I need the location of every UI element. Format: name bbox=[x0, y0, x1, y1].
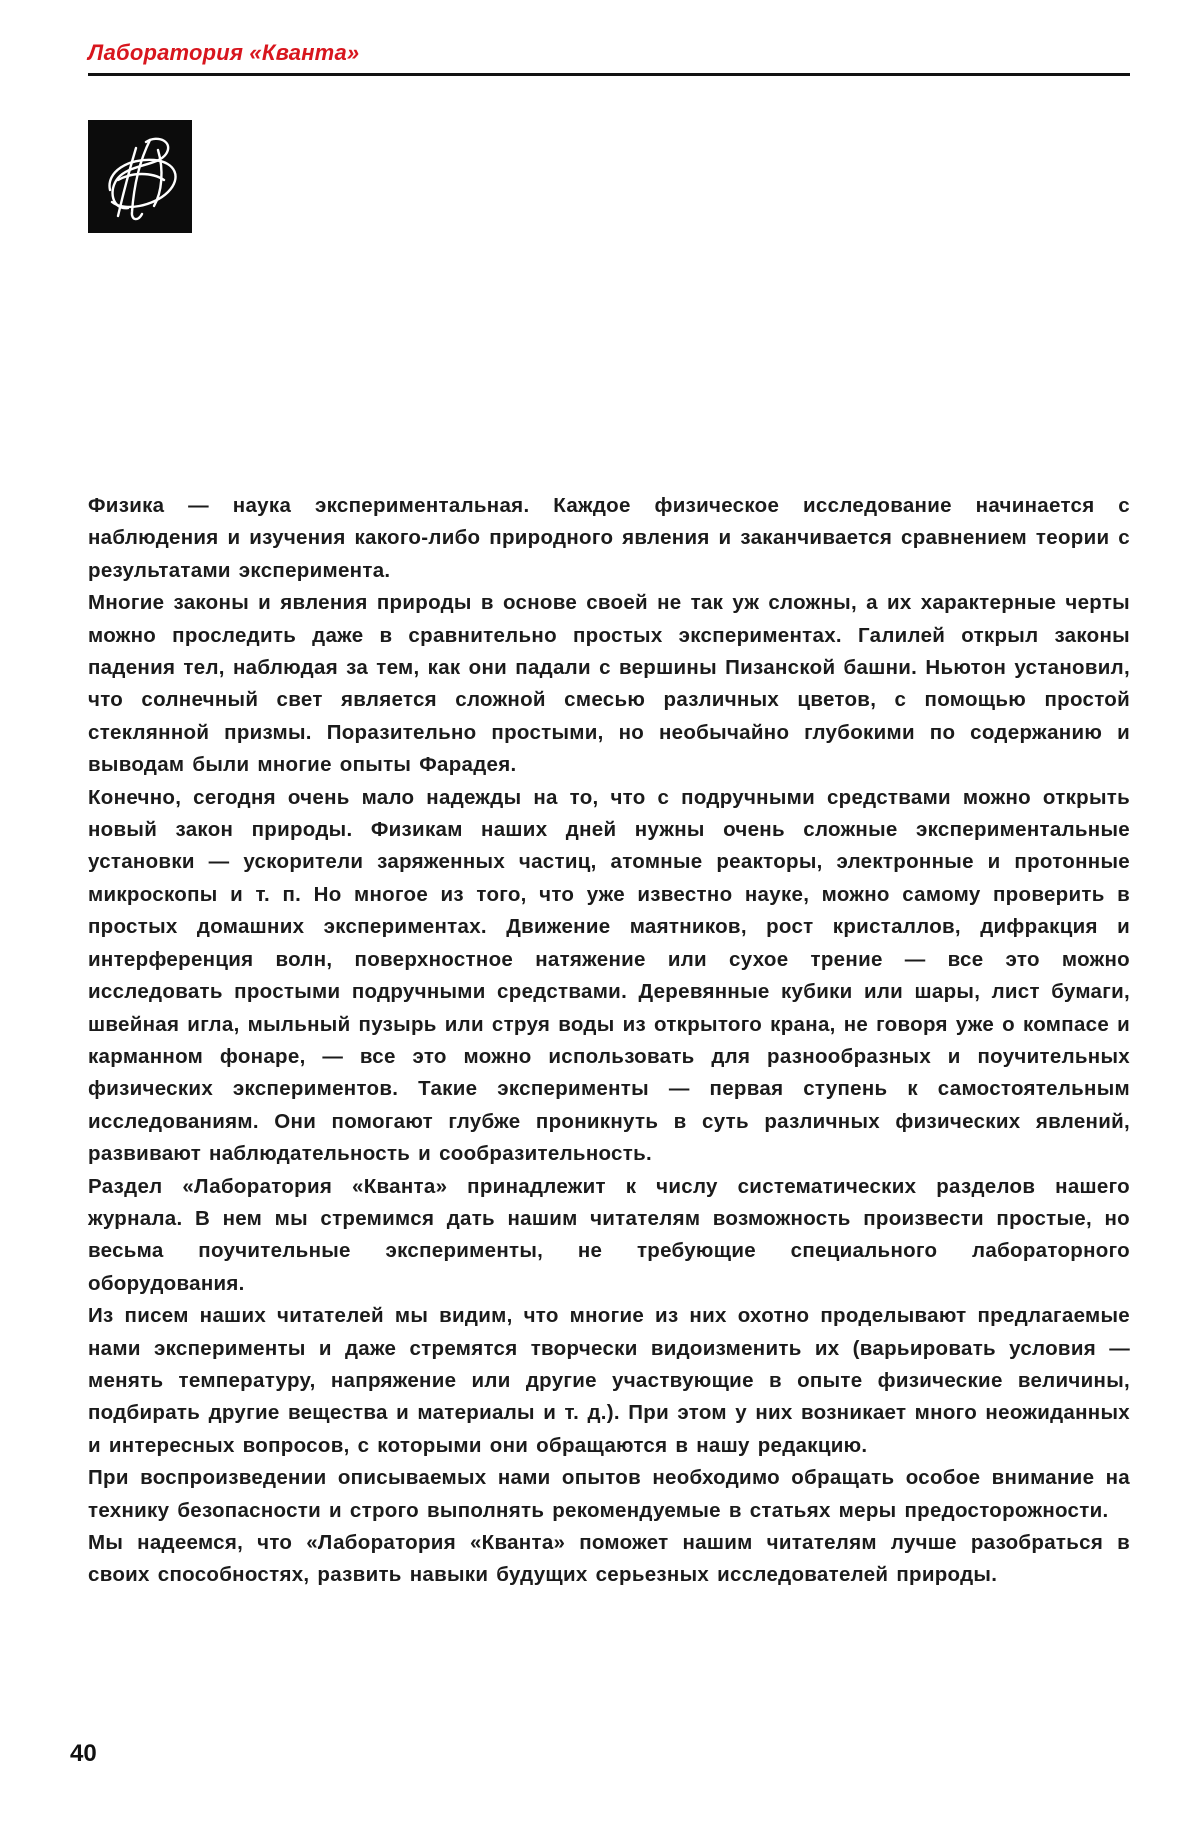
header-rule bbox=[88, 73, 1130, 76]
paragraph-intro: Физика — наука экспериментальная. Каждое физическое исследование начинается с наблюдения и изучения какого-либо природного явления и заканчивается сравнением теории с результатами эксперимента. bbox=[88, 494, 1130, 582]
article-body bbox=[88, 490, 1130, 1592]
paragraph-section-purpose: Раздел «Лаборатория «Кванта» принадлежит к числу систематических разделов нашего журнала. В нем мы стремимся дать нашим читателям возможность произвести простые, но весьма поучительные эксперименты, не требующие специального лабораторного оборудования. bbox=[88, 1174, 1130, 1295]
paragraph-home-experiments: Конечно, сегодня очень мало надежды на то, что с подручными средствами можно открыть новый закон природы. Физикам наших дней нужны очень сложные экспериментальные установки — ускорители заряженных частиц, атомные реакторы, электронные и протонные микроскопы и т. п. Но многое из того, что уже известно науке, можно самому проверить в простых домашних экспериментах. Движение маятников, рост кристаллов, дифракция и интерференция волн, поверхностное натяжение или сухое трение — все это можно исследовать простыми подручными средствами. Деревянные кубики или шары, лист бумаги, швейная игла, мыльный пузырь или струя воды из открытого крана, не говоря уже о компасе и карманном фонаре, — все это можно использовать для разнообразных и поучительных физических экспериментов. Такие эксперименты — первая ступень к самостоятельным исследованиям. Они помогают глубже проникнуть в суть различных физических явлений, развивают наблюдательность и сообразительность. bbox=[88, 785, 1130, 1166]
paragraph-safety: При воспроизведении описываемых нами опытов необходимо обращать особое внимание на технику безопасности и строго выполнять рекомендуемые в статьях меры предосторожности. bbox=[88, 1466, 1130, 1522]
physics-f-monogram-icon bbox=[88, 120, 192, 233]
paragraph-closing: Мы надеемся, что «Лаборатория «Кванта» поможет нашим читателям лучше разобраться в своих способностях, развить навыки будущих серьезных исследователей природы. bbox=[88, 1531, 1130, 1587]
section-logo bbox=[88, 120, 192, 233]
running-head-title: Лаборатория «Кванта» bbox=[88, 40, 360, 65]
page-number: 40 bbox=[70, 1740, 97, 1767]
paragraph-laws: Многие законы и явления природы в основе своей не так уж сложны, а их характерные черты можно проследить даже в сравнительно простых экспериментах. Галилей открыл законы падения тел, наблюдая за тем, как они падали с вершины Пизанской башни. Ньютон установил, что солнечный свет является сложной смесью различных цветов, с помощью простой стеклянной призмы. Поразительно простыми, но необычайно глубокими по содержанию и выводам были многие опыты Фарадея. bbox=[88, 591, 1130, 777]
paragraph-reader-letters: Из писем наших читателей мы видим, что многие из них охотно проделывают предлагаемые нами эксперименты и даже стремятся творчески видоизменить их (варьировать условия — менять температуру, напряжение или другие участвующие в опыте физические величины, подбирать другие вещества и материалы и т. д.). При этом у них возникает много неожиданных и интересных вопросов, с которыми они обращаются в нашу редакцию. bbox=[88, 1304, 1130, 1457]
